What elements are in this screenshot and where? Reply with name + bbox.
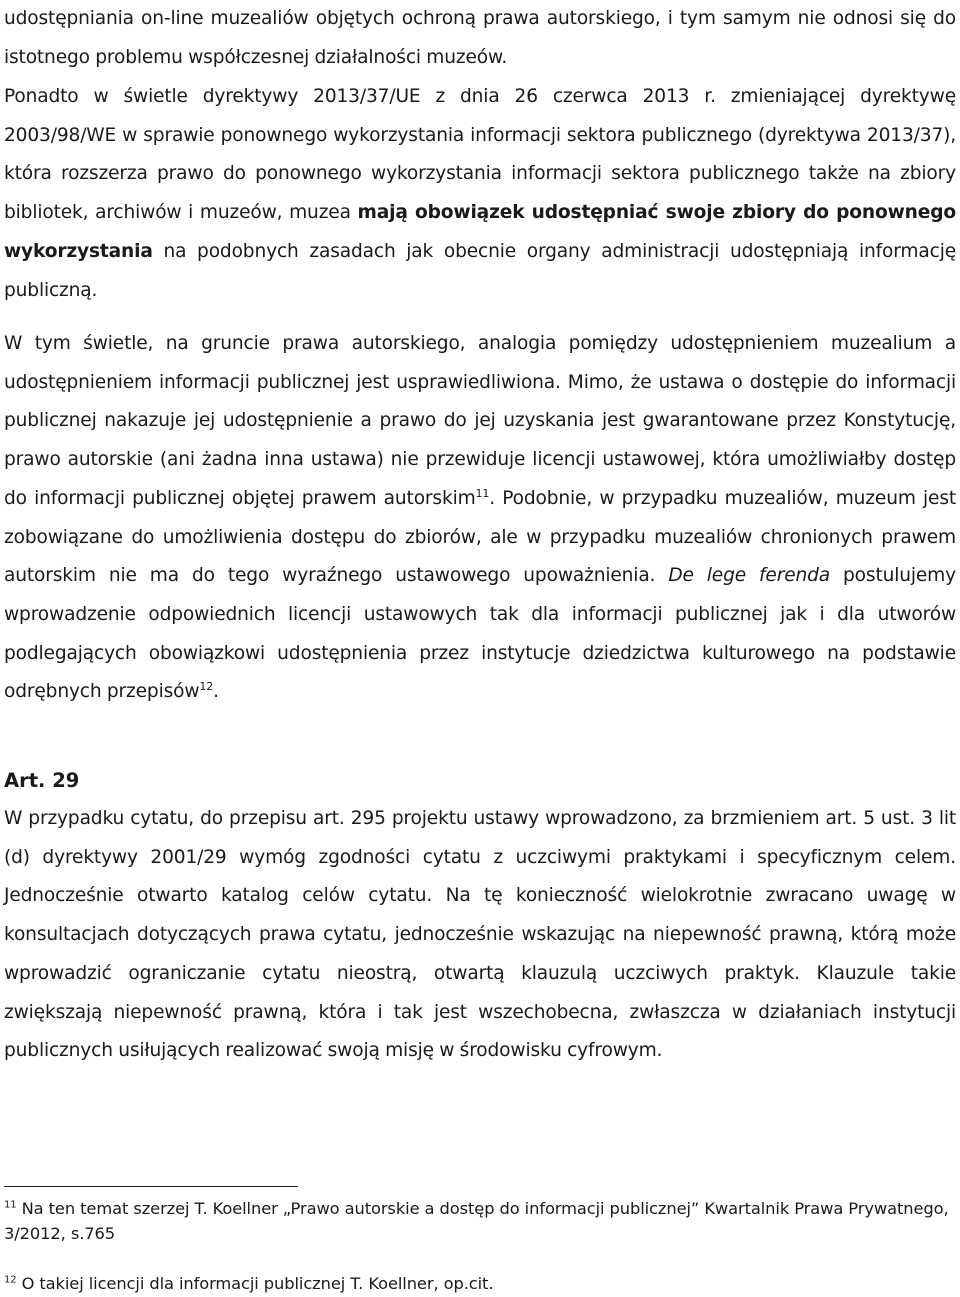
footnote-12 xyxy=(4,1271,956,1296)
paragraph-analogy-text-4: . xyxy=(213,681,219,703)
footnote-11-number: 11 xyxy=(4,1199,17,1211)
footnote-ref-12[interactable]: 12 xyxy=(199,680,214,694)
footnote-11-text: Na ten temat szerzej T. Koellner „Prawo autorskie a dostęp do informacji publicznej” Kwartalnik Prawa Prywatnego, 3/2012, s.765 xyxy=(4,1199,949,1243)
article-heading: Art. 29 xyxy=(4,769,80,792)
paragraph-analogy-text-3: postulujemy wprowadzenie odpowiednich licencji ustawowych tak dla informacji publicznej jak i dla utworów podlegających obowiązkowi udostępnienia przez instytucje dziedzictwa kulturowego na podstawie odrębnych przepisów xyxy=(4,565,956,703)
paragraph-analogy-text-1: W tym świetle, na gruncie prawa autorskiego, analogia pomiędzy udostępnieniem muzealium a udostępnieniem informacji publicznej jest usprawiedliwiona. Mimo, że ustawa o dostępie do informacji publicznej nakazuje jej udostępnienie a prawo do jej uzyskania jest gwarantowane przez Konstytucję, prawo autorskie (ani żadna inna ustawa) nie przewiduje licencji ustawowej, która umożliwiałby dostęp do informacji publicznej objętej prawem autorskim xyxy=(4,333,956,509)
paragraph-directive-text-2: na podobnych zasadach jak obecnie organy administracji udostępniają informację publiczną. xyxy=(4,240,956,301)
paragraph-intro: udostępniania on-line muzealiów objętych ochroną prawa autorskiego, i tym samym nie odnosi się do istotnego problemu współczesnej działalności muzeów. xyxy=(4,8,956,68)
footnote-12-text: O takiej licencji dla informacji publicznej T. Koellner, op.cit. xyxy=(16,1274,494,1293)
paragraph-directive-text-1: Ponadto w świetle dyrektywy 2013/37/UE z dnia 26 czerwca 2013 r. zmieniającej dyrektywę 2003/98/WE w sprawie ponownego wykorzystania informacji sektora publicznego (dyrektywa 2013/37), która rozszerza prawo do ponownego wykorzystania informacji sektora publicznego także na zbiory bibliotek, archiwów i muzeów, muzea xyxy=(4,86,956,224)
footnote-12-number: 12 xyxy=(4,1274,17,1286)
footnote-11 xyxy=(4,1196,956,1246)
footnote-divider xyxy=(4,1186,298,1187)
paragraph-article-29: W przypadku cytatu, do przepisu art. 295 projektu ustawy wprowadzono, za brzmieniem art. 5 ust. 3 lit (d) dyrektywy 2001/29 wymóg zgodności cytatu z uczciwymi praktykami i specyficznym celem. Jednocześnie otwarto katalog celów cytatu. Na tę konieczność wielokrotnie zwracano uwagę w konsultacjach dotyczących prawa cytatu, jednocześnie wskazując na niepewność prawną, którą może wprowadzić ograniczanie cytatu nieostrą, otwartą klauzulą uczciwych praktyk. Klauzule takie zwiększają niepewność prawną, która i tak jest wszechobecna, zwłaszcza w działaniach instytucji publicznych usiłujących realizować swoją misję w środowisku cyfrowym. xyxy=(4,808,956,1062)
paragraph-directive xyxy=(4,78,956,310)
paragraph-analogy xyxy=(4,325,956,712)
footnote-ref-11[interactable]: 11 xyxy=(475,486,490,500)
paragraph-directive-bold: mają obowiązek udostępniać swoje zbiory do ponownego wykorzystania xyxy=(4,202,956,262)
paragraph-analogy-text-2: . Podobnie, w przypadku muzealiów, muzeum jest zobowiązane do umożliwienia dostępu do zbiorów, ale w przypadku muzealiów chronionych prawem autorskim nie ma do tego wyraźnego ustawowego upoważnienia. xyxy=(4,487,956,587)
paragraph-analogy-italic: De lege ferenda xyxy=(668,565,831,587)
